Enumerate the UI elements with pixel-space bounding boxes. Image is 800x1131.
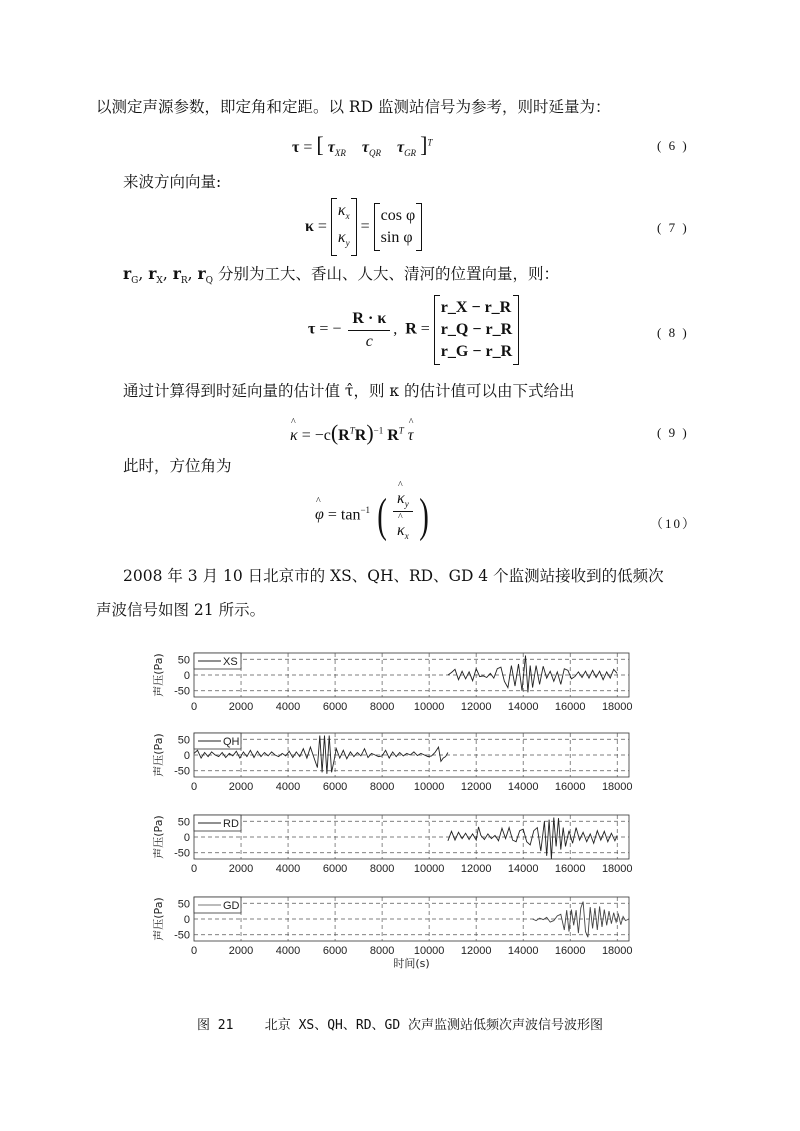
- y-axis-label: 声压(Pa): [152, 897, 165, 941]
- x-tick-label: 10000: [413, 701, 445, 713]
- equation-7-number: ( 7 ): [657, 220, 689, 235]
- x-tick-label: 14000: [507, 863, 539, 875]
- x-tick-label: 6000: [322, 781, 348, 793]
- x-tick-label: 4000: [275, 701, 301, 713]
- y-axis-label: 声压(Pa): [152, 733, 165, 777]
- eq6-lhs: τ: [292, 139, 300, 156]
- x-tick-label: 18000: [601, 863, 633, 875]
- x-tick-label: 4000: [275, 781, 301, 793]
- x-tick-label: 2000: [228, 701, 254, 713]
- y-axis-label: 声压(Pa): [152, 815, 165, 859]
- x-tick-label: 12000: [460, 781, 492, 793]
- x-tick-label: 4000: [275, 863, 301, 875]
- paragraph-3: $r_G$, $r_X$, $r_R$, $r_Q$ 分别为工大、香山、人大、清河的位置向量，则：: [123, 264, 560, 287]
- x-tick-label: 12000: [460, 945, 492, 957]
- y-tick-label: 50: [177, 734, 190, 747]
- waveform-figure: [150, 645, 640, 990]
- y-tick-label: -50: [174, 765, 190, 778]
- y-tick-label: 0: [183, 750, 190, 762]
- x-tick-label: 10000: [413, 945, 445, 957]
- x-tick-label: 0: [190, 701, 198, 713]
- equation-10-number: （10）: [650, 516, 698, 531]
- paragraph-5: 此时，方位角为: [123, 457, 232, 475]
- figure-caption: [0, 1014, 800, 1033]
- x-tick-label: 10000: [413, 863, 445, 875]
- equation-10: ^ $\varphi = \tan^{-1}$ ( ^ $\kappa_y$ ^ $\kappa_x$ ): [315, 490, 432, 541]
- y-tick-label: -50: [174, 685, 190, 698]
- equation-9-number: ( 9 ): [657, 425, 689, 440]
- x-tick-label: 16000: [554, 945, 586, 957]
- x-tick-label: 12000: [460, 863, 492, 875]
- x-tick-label: 14000: [507, 701, 539, 713]
- x-tick-label: 14000: [507, 945, 539, 957]
- y-tick-label: 50: [177, 898, 190, 911]
- legend-label: RD: [223, 818, 239, 830]
- x-tick-label: 8000: [369, 781, 395, 793]
- paragraph-6-line-1: 2008 年 3 月 10 日北京市的 XS、QH、RD、GD 4 个监测站接收到的低频次: [123, 567, 664, 585]
- legend-label: XS: [223, 656, 238, 668]
- x-axis-label: 时间(s): [393, 957, 430, 970]
- figure-label: 图 21: [196, 1018, 234, 1033]
- x-tick-label: 18000: [601, 945, 633, 957]
- x-tick-label: 16000: [554, 701, 586, 713]
- paragraph-1: 以测定声源参数，即定角和定距。以 RD 监测站信号为参考，则时延量为：: [96, 98, 611, 116]
- x-tick-label: 0: [190, 863, 198, 875]
- y-tick-label: 50: [177, 654, 190, 667]
- x-tick-label: 6000: [322, 945, 348, 957]
- equation-7: κ = $\kappa_x$ $\kappa_y$ = cos φ sin φ: [305, 198, 422, 256]
- legend-label: QH: [223, 736, 240, 748]
- equation-9: ^ $\kappa = -c(R^TR)^{-1}$ $R^T$ ^ τ: [290, 420, 414, 446]
- legend-label: GD: [223, 900, 240, 912]
- x-tick-label: 2000: [228, 781, 254, 793]
- x-tick-label: 2000: [228, 945, 254, 957]
- figure-caption-text: 北京 XS、QH、RD、GD 次声监测站低频次声波信号波形图: [264, 1018, 604, 1033]
- x-tick-label: 18000: [601, 781, 633, 793]
- y-axis-label: 声压(Pa): [152, 653, 165, 697]
- y-tick-label: 0: [183, 670, 190, 682]
- y-tick-label: -50: [174, 847, 190, 860]
- x-tick-label: 16000: [554, 863, 586, 875]
- x-tick-label: 2000: [228, 863, 254, 875]
- x-tick-label: 0: [190, 781, 198, 793]
- y-tick-label: 0: [183, 832, 190, 844]
- cos-sin-vector: cos φ sin φ: [374, 203, 423, 251]
- x-tick-label: 8000: [369, 701, 395, 713]
- x-tick-label: 18000: [601, 701, 633, 713]
- equation-6-number: ( 6 ): [657, 138, 689, 153]
- paragraph-2: 来波方向向量:: [123, 173, 222, 191]
- equation-6: τ = [ $\tau_{XR}$ $\tau_{QR}$ $\tau_{GR}$ ]$^T$: [292, 132, 433, 159]
- equation-8: τ = − $\frac{R \cdot \kappa}{c}$ , R = r_X − r_R r_Q − r_R r_G − r_R: [308, 295, 519, 365]
- x-tick-label: 16000: [554, 781, 586, 793]
- y-tick-label: 0: [183, 914, 190, 926]
- x-tick-label: 6000: [322, 863, 348, 875]
- x-tick-label: 12000: [460, 701, 492, 713]
- x-tick-label: 8000: [369, 863, 395, 875]
- equation-8-number: ( 8 ): [657, 325, 689, 340]
- x-tick-label: 14000: [507, 781, 539, 793]
- paragraph-6-line-2: 声波信号如图 21 所示。: [96, 601, 266, 619]
- x-tick-label: 6000: [322, 701, 348, 713]
- R-matrix: r_X − r_R r_Q − r_R r_G − r_R: [434, 295, 519, 365]
- x-tick-label: 8000: [369, 945, 395, 957]
- kappa-vector: $\kappa_x$ $\kappa_y$: [331, 198, 357, 256]
- x-tick-label: 10000: [413, 781, 445, 793]
- paragraph-4: 通过计算得到时延向量的估计值 τ̂，则 κ 的估计值可以由下式给出: [123, 382, 575, 400]
- y-tick-label: -50: [174, 929, 190, 942]
- y-tick-label: 50: [177, 816, 190, 829]
- x-tick-label: 4000: [275, 945, 301, 957]
- x-tick-label: 0: [190, 945, 198, 957]
